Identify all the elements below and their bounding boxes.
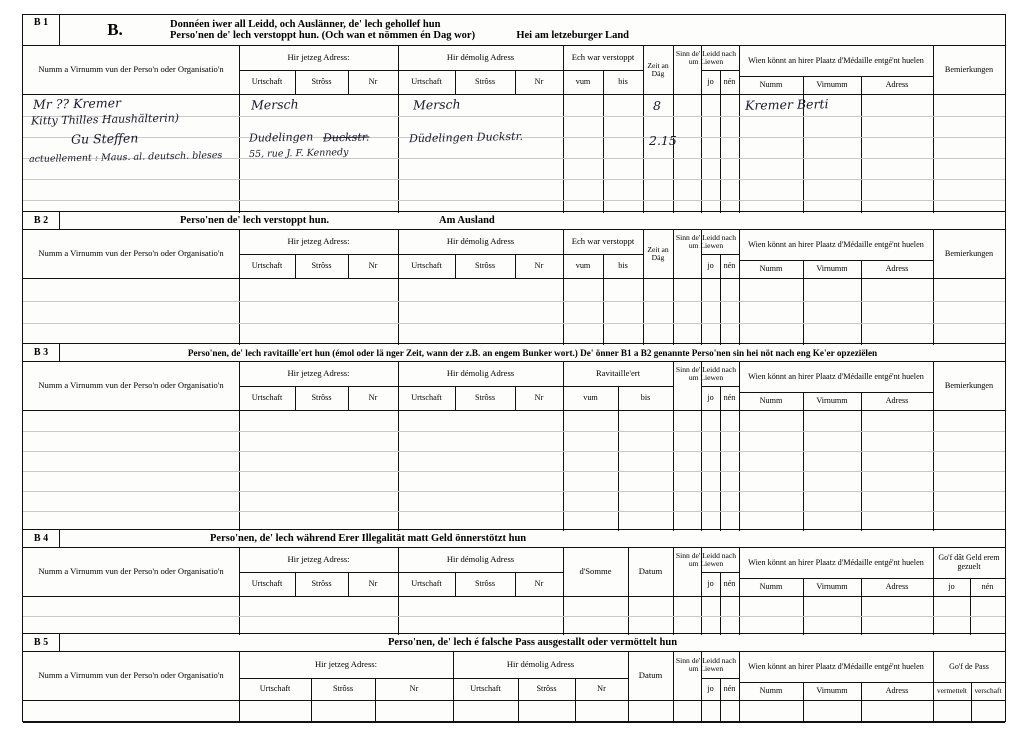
hdr-nr-1: Nr <box>409 684 419 694</box>
hdr-jetzeg-adress: Hir jetzeg Adress: <box>287 554 350 565</box>
form-sheet <box>22 14 1006 722</box>
hdr-nr-1: Nr <box>368 393 378 403</box>
hdr-bemierkungen: Bemierkungen <box>944 381 994 391</box>
hdr-datum: Datum <box>638 670 663 681</box>
hdr-urtschaft-2: Urtschaft <box>470 684 501 694</box>
hdr-adress: Adress <box>885 264 909 274</box>
hdr-sinn-leidd: Sinn de' Leidd nach um Liewen <box>675 232 737 250</box>
hdr-urtschaft-1: Urtschaft <box>251 77 283 87</box>
entry-1-demolig-urtschaft: Mersch <box>412 96 461 113</box>
section-b1 <box>23 15 1005 211</box>
hdr-vum: vum <box>575 77 591 87</box>
hdr-stross-2: Strôss <box>474 261 496 271</box>
hdr-sinn-leidd: Sinn de' Leidd nach um Liewen <box>675 550 737 568</box>
hdr-nr-1: Nr <box>368 579 378 589</box>
b1-header <box>23 15 1005 46</box>
b1-code: B 1 <box>23 15 60 45</box>
b4-header <box>23 530 1005 548</box>
entry-1-name: Mr ?? Kremer <box>32 95 122 112</box>
hdr-nr-2: Nr <box>534 77 544 87</box>
hdr-virnumm: Virnumm <box>816 582 848 592</box>
hdr-ech-war-verstoppt: Ech war verstoppt <box>571 52 635 63</box>
hdr-bemierkungen: Bemierkungen <box>944 65 994 75</box>
hdr-nr-2: Nr <box>534 393 544 403</box>
hdr-jo: jo <box>707 261 714 271</box>
b5-header <box>23 634 1005 652</box>
section-b4 <box>23 529 1005 634</box>
b1-title-line1: Donnéen iwer all Leidd, och Auslänner, de' lech gehollef hun <box>170 19 441 30</box>
b1-titles <box>170 15 1005 45</box>
form-letter-b: B. <box>107 20 123 39</box>
hdr-vum: vum <box>583 393 598 403</box>
hdr-gof-de-pass: Go'f de Pass <box>949 661 989 671</box>
hdr-nr-2: Nr <box>534 579 544 589</box>
b2-header <box>23 212 1005 230</box>
hdr-nr-1: Nr <box>368 77 378 87</box>
hdr-ravitaille: Ravitaille'ert <box>595 368 641 379</box>
entry-1-jetzeg-urtschaft: Mersch <box>250 96 299 113</box>
hdr-jo: jo <box>707 579 714 589</box>
b2-code: B 2 <box>23 212 60 229</box>
hdr-jetzeg-adress: Hir jetzeg Adress: <box>314 659 378 670</box>
hdr-wien-konnt: Wien könnt an hirer Plaatz d'Médaille entgé'nt huelen <box>748 558 924 568</box>
hdr-nen: nén <box>723 77 736 87</box>
entry-2-jetzeg-strasse: 55, rue J. F. Kennedy <box>248 146 349 161</box>
b1-title-line2 <box>170 30 1005 41</box>
hdr-wien-konnt: Wien könnt an hirer Plaatz d'Médaille entgé'nt huelen <box>748 662 924 672</box>
hdr-adress: Adress <box>885 582 909 592</box>
hdr-demolig-adress: Hir démolig Adress <box>446 368 515 379</box>
hdr-sinn-leidd: Sinn de' Leidd nach um Liewen <box>675 655 737 673</box>
hdr-nr-1: Nr <box>368 261 378 271</box>
hdr-urtschaft-1: Urtschaft <box>259 684 291 694</box>
hdr-zeit-an-deg: Zeit an Däg <box>647 244 669 262</box>
hdr-adress: Adress <box>885 686 909 696</box>
hdr-name-col: Numm a Virnumm vun der Perso'n oder Organisatio'n <box>38 380 224 391</box>
entry-2-zeit: 2.15 <box>649 133 677 148</box>
hdr-stross-2: Strôss <box>536 684 557 694</box>
hdr-jetzeg-adress: Hir jetzeg Adress: <box>287 236 350 247</box>
hdr-jo: jo <box>707 684 714 694</box>
hdr-wien-konnt: Wien könnt an hirer Plaatz d'Médaille entgé'nt huelen <box>748 56 924 66</box>
entry-2-jetzeg-strike: Duckstr. <box>322 130 370 145</box>
hdr-name-col: Numm a Virnumm vun der Perso'n oder Organisatio'n <box>38 64 224 75</box>
entry-2-jetzeg-urtschaft: Dudelingen <box>248 130 314 145</box>
hdr-name-col: Numm a Virnumm vun der Perso'n oder Organisatio'n <box>38 248 224 259</box>
hdr-wien-konnt: Wien könnt an hirer Plaatz d'Médaille entgé'nt huelen <box>748 240 924 250</box>
hdr-demolig-adress: Hir démolig Adress <box>446 236 515 247</box>
hdr-jo: jo <box>707 77 714 87</box>
b3-title: Perso'nen, de' lech ravitaille'ert hun (émol oder lä nger Zeit, wann der z.B. an engem Bunker wort.) De' önner B1 a B2 genannte Perso'nen sin hei nöt nach eng Ke'er opzeziëlen <box>187 347 878 358</box>
b2-rows <box>23 279 1005 345</box>
hdr-nen: nén <box>723 684 736 694</box>
b5-title: Perso'nen, de' lech é falsche Pass ausgestallt oder vermöttelt hun <box>387 637 678 648</box>
hdr-numm: Numm <box>759 582 783 592</box>
hdr-urtschaft-2: Urtschaft <box>411 77 442 87</box>
hdr-dsomme: d'Somme <box>579 566 612 577</box>
b1-title-line2a: Perso'nen de' lech verstoppt hun. (Och wan et nömmen én Dag wor) <box>170 30 476 41</box>
hdr-urtschaft-2: Urtschaft <box>411 393 442 403</box>
hdr-virnumm: Virnumm <box>816 264 848 274</box>
hdr-demolig-adress: Hir démolig Adress <box>446 554 515 565</box>
hdr-adress: Adress <box>885 396 909 406</box>
section-b3 <box>23 343 1005 530</box>
hdr-virnumm: Virnumm <box>816 80 848 90</box>
hdr-urtschaft-1: Urtschaft <box>251 261 283 271</box>
b3-code: B 3 <box>23 344 60 361</box>
hdr-vum: vum <box>575 261 591 271</box>
b4-column-headers <box>23 548 1005 597</box>
hdr-wien-konnt: Wien könnt an hirer Plaatz d'Médaille entgé'nt huelen <box>748 372 924 382</box>
hdr-gof-dat-geld: Go'f dât Geld erem gezuelt <box>938 553 1000 571</box>
hdr-name-col: Numm a Virnumm vun der Perso'n oder Organisatio'n <box>38 670 224 681</box>
entry-2-name2: actuellement : Maus. al. deutsch. bleses <box>28 149 223 166</box>
hdr-sinn-leidd: Sinn de' Leidd nach um Liewen <box>675 48 737 66</box>
hdr-jetzeg-adress: Hir jetzeg Adress: <box>287 52 350 63</box>
hdr-bis: bis <box>618 77 628 87</box>
hdr-bis: bis <box>640 393 651 403</box>
b3-column-headers <box>23 362 1005 411</box>
b2-title-second: Am Ausland <box>439 215 495 226</box>
b3-header <box>23 344 1005 362</box>
hdr-datum: Datum <box>638 566 663 577</box>
hdr-ech-war-verstoppt: Ech war verstoppt <box>571 236 635 247</box>
b5-rows <box>23 701 1005 723</box>
hdr-virnumm: Virnumm <box>816 686 848 696</box>
hdr-vermettelt: vermettelt <box>937 685 967 695</box>
entry-2-name: Gu Steffen <box>70 130 139 147</box>
hdr-stross-1: Strôss <box>311 393 332 403</box>
hdr-stross-2: Strôss <box>474 579 496 589</box>
b1-rows <box>23 95 1005 213</box>
hdr-virnumm: Virnumm <box>816 396 848 406</box>
hdr-zeit-an-deg: Zeit an Däg <box>647 60 669 78</box>
hdr-stross-1: Strôss <box>311 261 332 271</box>
hdr-stross-2: Strôss <box>474 393 496 403</box>
hdr-numm: Numm <box>759 686 783 696</box>
hdr-nen-2: nén <box>981 582 994 592</box>
b2-title-main: Perso'nen de' lech verstoppt hun. <box>180 215 330 226</box>
hdr-bis: bis <box>618 261 628 271</box>
b1-title-line2b: Hei am letzeburger Land <box>516 30 629 41</box>
hdr-stross-1: Strôss <box>311 77 332 87</box>
hdr-sinn-leidd: Sinn de' Leidd nach um Liewen <box>675 364 737 382</box>
hdr-stross-1: Strôss <box>311 579 332 589</box>
hdr-name-col: Numm a Virnumm vun der Perso'n oder Organisatio'n <box>38 566 224 577</box>
entry-1-zeit: 8 <box>653 98 661 113</box>
hdr-urtschaft-2: Urtschaft <box>411 579 442 589</box>
entry-1-numm-virnumm: Kremer Berti <box>744 96 829 113</box>
hdr-urtschaft-2: Urtschaft <box>411 261 442 271</box>
b1-column-headers <box>23 46 1005 95</box>
b2-title <box>60 212 1005 229</box>
entry-2-demolig-urtschaft: Düdelingen Duckstr. <box>408 129 524 146</box>
hdr-urtschaft-1: Urtschaft <box>251 579 283 589</box>
hdr-jo: jo <box>707 393 714 403</box>
hdr-demolig-adress: Hir démolig Adress <box>446 52 515 63</box>
hdr-nr-2: Nr <box>534 261 544 271</box>
hdr-nen: nén <box>723 261 736 271</box>
hdr-adress: Adress <box>885 80 909 90</box>
hdr-urtschaft-1: Urtschaft <box>251 393 283 403</box>
hdr-nen: nén <box>723 393 736 403</box>
b2-column-headers <box>23 230 1005 279</box>
b5-column-headers <box>23 652 1005 701</box>
hdr-verschaft: verschaft <box>974 685 1002 695</box>
hdr-numm: Numm <box>759 264 783 274</box>
section-b2 <box>23 211 1005 344</box>
hdr-numm: Numm <box>759 396 783 406</box>
section-b5 <box>23 633 1005 722</box>
hdr-nen: nén <box>723 579 736 589</box>
b4-title: Perso'nen, de' lech während Erer Illegalität matt Geld önnerstötzt hun <box>210 533 527 544</box>
hdr-jetzeg-adress: Hir jetzeg Adress: <box>287 368 350 379</box>
b4-rows <box>23 597 1005 635</box>
entry-1-name2: Kitty Thilles Haushälterin) <box>30 111 180 128</box>
hdr-nr-2: Nr <box>597 684 606 694</box>
b4-code: B 4 <box>23 530 60 547</box>
hdr-jo-2: jo <box>948 582 955 592</box>
b5-code: B 5 <box>23 634 60 651</box>
hdr-numm: Numm <box>759 80 783 90</box>
b3-rows <box>23 411 1005 531</box>
hdr-bemierkungen: Bemierkungen <box>944 249 994 259</box>
hdr-demolig-adress: Hir démolig Adress <box>506 659 575 670</box>
hdr-stross-1: Strôss <box>332 684 354 694</box>
hdr-stross-2: Strôss <box>474 77 496 87</box>
